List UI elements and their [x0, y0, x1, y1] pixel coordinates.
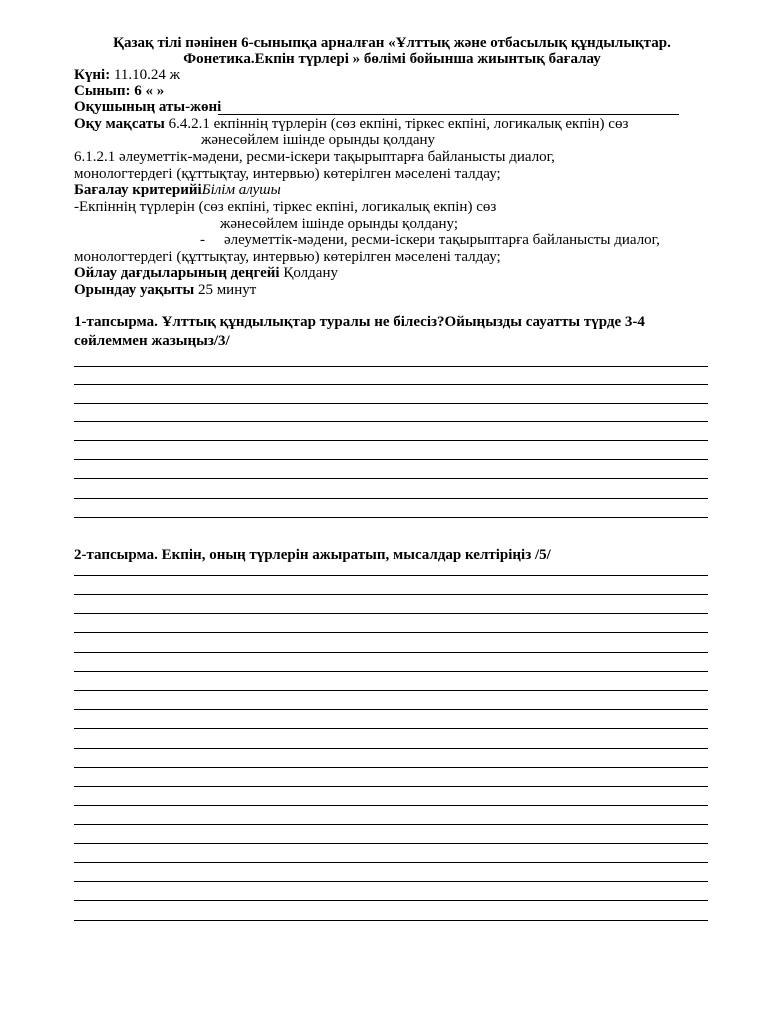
date-value: 11.10.24 ж: [110, 67, 180, 83]
objectives-line-1: 6.4.2.1 екпіннің түрлерін (сөз екпіні, тіркес екпіні, логикалық екпін) сөз: [164, 116, 629, 132]
answer-line: [74, 498, 708, 499]
answer-line: [74, 440, 708, 441]
thinking-label: Ойлау дағдыларының деңгейі: [74, 265, 280, 281]
answer-line: [74, 671, 708, 672]
thinking-value: Қолдану: [279, 265, 338, 281]
task2-title: 2-тапсырма. Екпін, оның түрлерін ажыратып, мысалдар келтіріңіз /5/: [74, 547, 551, 563]
answer-line: [74, 384, 708, 385]
task1-line-1: 1-тапсырма. Ұлттық құндылықтар туралы не білесіз?Ойыңызды сауатты түрде 3-4: [74, 314, 645, 330]
answer-line: [74, 709, 708, 710]
answer-line: [74, 478, 708, 479]
objectives-line-3: 6.1.2.1 әлеуметтік-мәдени, ресми-іскери тақырыптарға байланысты диалог,: [74, 149, 555, 165]
answer-line: [74, 366, 708, 367]
answer-line: [74, 613, 708, 614]
answer-line: [74, 403, 708, 404]
answer-line: [74, 632, 708, 633]
task1-line-2: сөйлеммен жазыңыз/3/: [74, 333, 230, 349]
answer-line: [74, 862, 708, 863]
answer-line: [74, 517, 708, 518]
student-name-line[interactable]: [218, 114, 679, 115]
criteria-dash: -: [200, 232, 205, 248]
time-value: 25 минут: [194, 282, 257, 298]
answer-line: [74, 900, 708, 901]
criteria-row: [74, 182, 281, 199]
student-name-label: Оқушының аты-жөні: [74, 99, 222, 115]
time-row: [74, 282, 256, 299]
answer-line: [74, 767, 708, 768]
answer-line: [74, 920, 708, 921]
answer-line: [74, 728, 708, 729]
objectives-label: Оқу мақсаты: [74, 116, 165, 132]
objectives-line-2: жәнесөйлем ішінде орынды қолдану: [201, 132, 436, 148]
class-label: Сынып: 6 « »: [74, 83, 165, 99]
criteria-line-4: монологтердегі (құттықтау, интервью) көтерілген мәселені талдау;: [74, 249, 501, 265]
criteria-line-2: жәнесөйлем ішінде орынды қолдану;: [220, 216, 459, 232]
date-row: [74, 67, 180, 84]
answer-line: [74, 421, 708, 422]
answer-line: [74, 824, 708, 825]
answer-line: [74, 786, 708, 787]
criteria-label: Бағалау критерийі: [74, 182, 202, 198]
answer-line: [74, 881, 708, 882]
answer-line: [74, 805, 708, 806]
criteria-sub-label: Білім алушы: [201, 182, 281, 198]
title-line-2: Фонетика.Екпін түрлері » бөлімі бойынша жиынтық бағалау: [183, 51, 601, 67]
time-label: Орындау уақыты: [74, 282, 195, 298]
answer-line: [74, 594, 708, 595]
objectives-row: [74, 116, 628, 133]
title-line-1: Қазақ тілі пәнінен 6-сыныпқа арналған «Ұлттық және отбасылық құндылықтар.: [113, 35, 671, 51]
date-colon: :: [105, 67, 111, 83]
thinking-row: [74, 265, 338, 282]
criteria-line-1: -Екпіннің түрлерін (сөз екпіні, тіркес екпіні, логикалық екпін) сөз: [74, 199, 497, 215]
answer-line: [74, 575, 708, 576]
answer-line: [74, 690, 708, 691]
answer-line: [74, 459, 708, 460]
objectives-line-4: монологтердегі (құттықтау, интервью) көтерілген мәселені талдау;: [74, 166, 501, 182]
answer-line: [74, 843, 708, 844]
criteria-line-3: әлеуметтік-мәдени, ресми-іскери тақырыптарға байланысты диалог,: [224, 232, 660, 248]
answer-line: [74, 748, 708, 749]
date-label: Күні: [74, 67, 106, 83]
answer-line: [74, 652, 708, 653]
